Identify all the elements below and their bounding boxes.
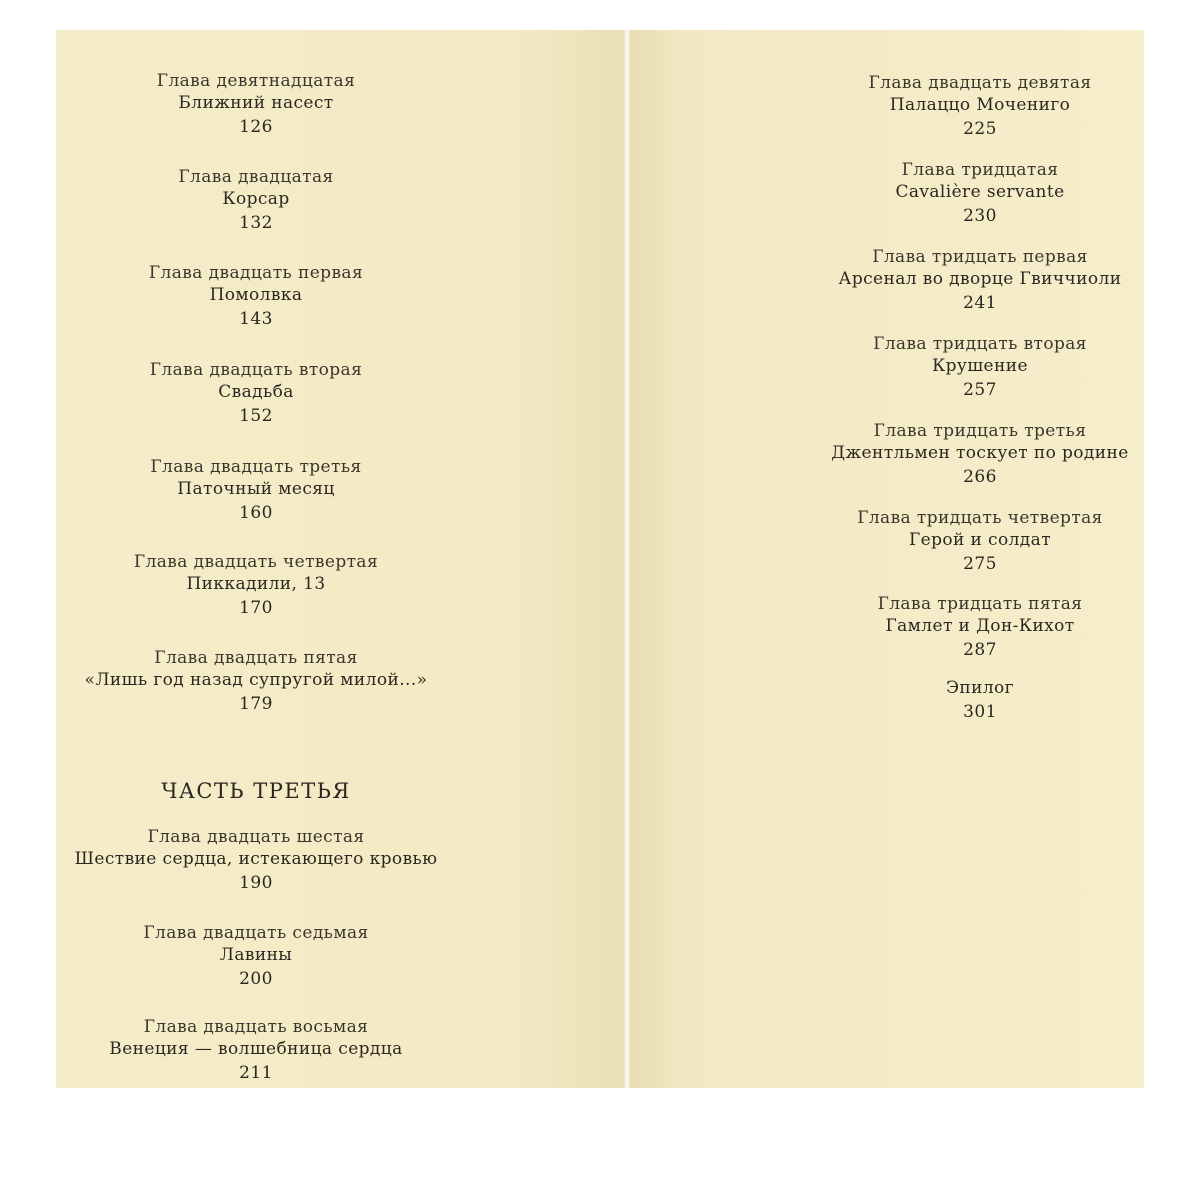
toc-entry <box>780 333 1180 401</box>
chapter-label: Глава тридцатая <box>901 160 1059 180</box>
chapter-title: Ближний насест <box>178 93 334 113</box>
chapter-title: Крушение <box>932 356 1028 376</box>
book-gutter <box>622 30 632 1088</box>
page-number: 190 <box>239 873 273 893</box>
chapter-label: Глава двадцать пятая <box>154 648 358 668</box>
page-number: 179 <box>239 694 273 714</box>
page-number: 126 <box>239 117 273 137</box>
page-number: 152 <box>239 406 273 426</box>
page-number: 257 <box>963 380 997 400</box>
chapter-label: Глава двадцать вторая <box>149 360 363 380</box>
toc-entry <box>780 420 1180 488</box>
chapter-title: Гамлет и Дон-Кихот <box>885 616 1075 636</box>
chapter-label: Глава двадцать седьмая <box>143 923 369 943</box>
chapter-title: Свадьба <box>218 382 294 402</box>
toc-entry <box>56 1016 456 1084</box>
chapter-title: Пиккадили, 13 <box>186 574 326 594</box>
chapter-title: Палаццо Мочениго <box>889 95 1071 115</box>
page-number: 160 <box>239 503 273 523</box>
chapter-title: Арсенал во дворце Гвиччиоли <box>838 269 1122 289</box>
part-heading: ЧАСТЬ ТРЕТЬЯ <box>161 779 351 803</box>
chapter-label: Глава тридцать вторая <box>873 334 1087 354</box>
page-number: 200 <box>239 969 273 989</box>
chapter-label: Глава двадцать девятая <box>868 73 1092 93</box>
toc-entry <box>56 359 456 427</box>
toc-entry <box>780 72 1180 140</box>
chapter-title: Герой и солдат <box>908 530 1052 550</box>
chapter-label: Глава двадцатая <box>178 167 334 187</box>
page-number: 287 <box>963 640 997 660</box>
chapter-label: Глава тридцать пятая <box>877 594 1083 614</box>
chapter-title: Лавины <box>219 945 293 965</box>
chapter-label: Глава тридцать четвертая <box>857 508 1103 528</box>
toc-entry <box>56 456 456 524</box>
toc-entry <box>56 70 456 138</box>
toc-entry-epilogue <box>780 677 1180 723</box>
toc-entry <box>56 551 456 619</box>
chapter-label: Глава двадцать первая <box>148 263 364 283</box>
toc-entry <box>56 166 456 234</box>
chapter-label: Глава тридцать первая <box>872 247 1088 267</box>
chapter-title: «Лишь год назад супругой милой...» <box>84 670 428 690</box>
toc-entry <box>56 647 456 715</box>
page-number: 132 <box>239 213 273 233</box>
page-number: 275 <box>963 554 997 574</box>
page-number: 241 <box>963 293 997 313</box>
page-number: 170 <box>239 598 273 618</box>
toc-entry <box>780 159 1180 227</box>
page-number: 211 <box>239 1063 273 1083</box>
chapter-title: Паточный месяц <box>177 479 335 499</box>
toc-entry <box>780 246 1180 314</box>
toc-entry <box>56 922 456 990</box>
epilogue-title: Эпилог <box>945 678 1014 698</box>
chapter-title: Джентльмен тоскует по родине <box>831 443 1129 463</box>
page-number: 143 <box>239 309 273 329</box>
page-number: 266 <box>963 467 997 487</box>
chapter-label: Глава двадцать восьмая <box>143 1017 369 1037</box>
chapter-title: Шествие сердца, истекающего кровью <box>74 849 438 869</box>
chapter-label: Глава тридцать третья <box>873 421 1087 441</box>
chapter-title: Cavalière servante <box>895 182 1065 202</box>
chapter-label: Глава девятнадцатая <box>156 71 356 91</box>
chapter-label: Глава двадцать третья <box>150 457 362 477</box>
chapter-title: Помолвка <box>209 285 303 305</box>
chapter-title: Корсар <box>222 189 290 209</box>
toc-entry <box>56 262 456 330</box>
toc-entry <box>780 593 1180 661</box>
page-number: 230 <box>963 206 997 226</box>
toc-entry <box>56 826 456 894</box>
chapter-label: Глава двадцать четвертая <box>133 552 379 572</box>
page-number: 301 <box>963 702 997 722</box>
chapter-label: Глава двадцать шестая <box>147 827 365 847</box>
chapter-title: Венеция — волшебница сердца <box>109 1039 403 1059</box>
toc-entry <box>780 507 1180 575</box>
page-number: 225 <box>963 119 997 139</box>
